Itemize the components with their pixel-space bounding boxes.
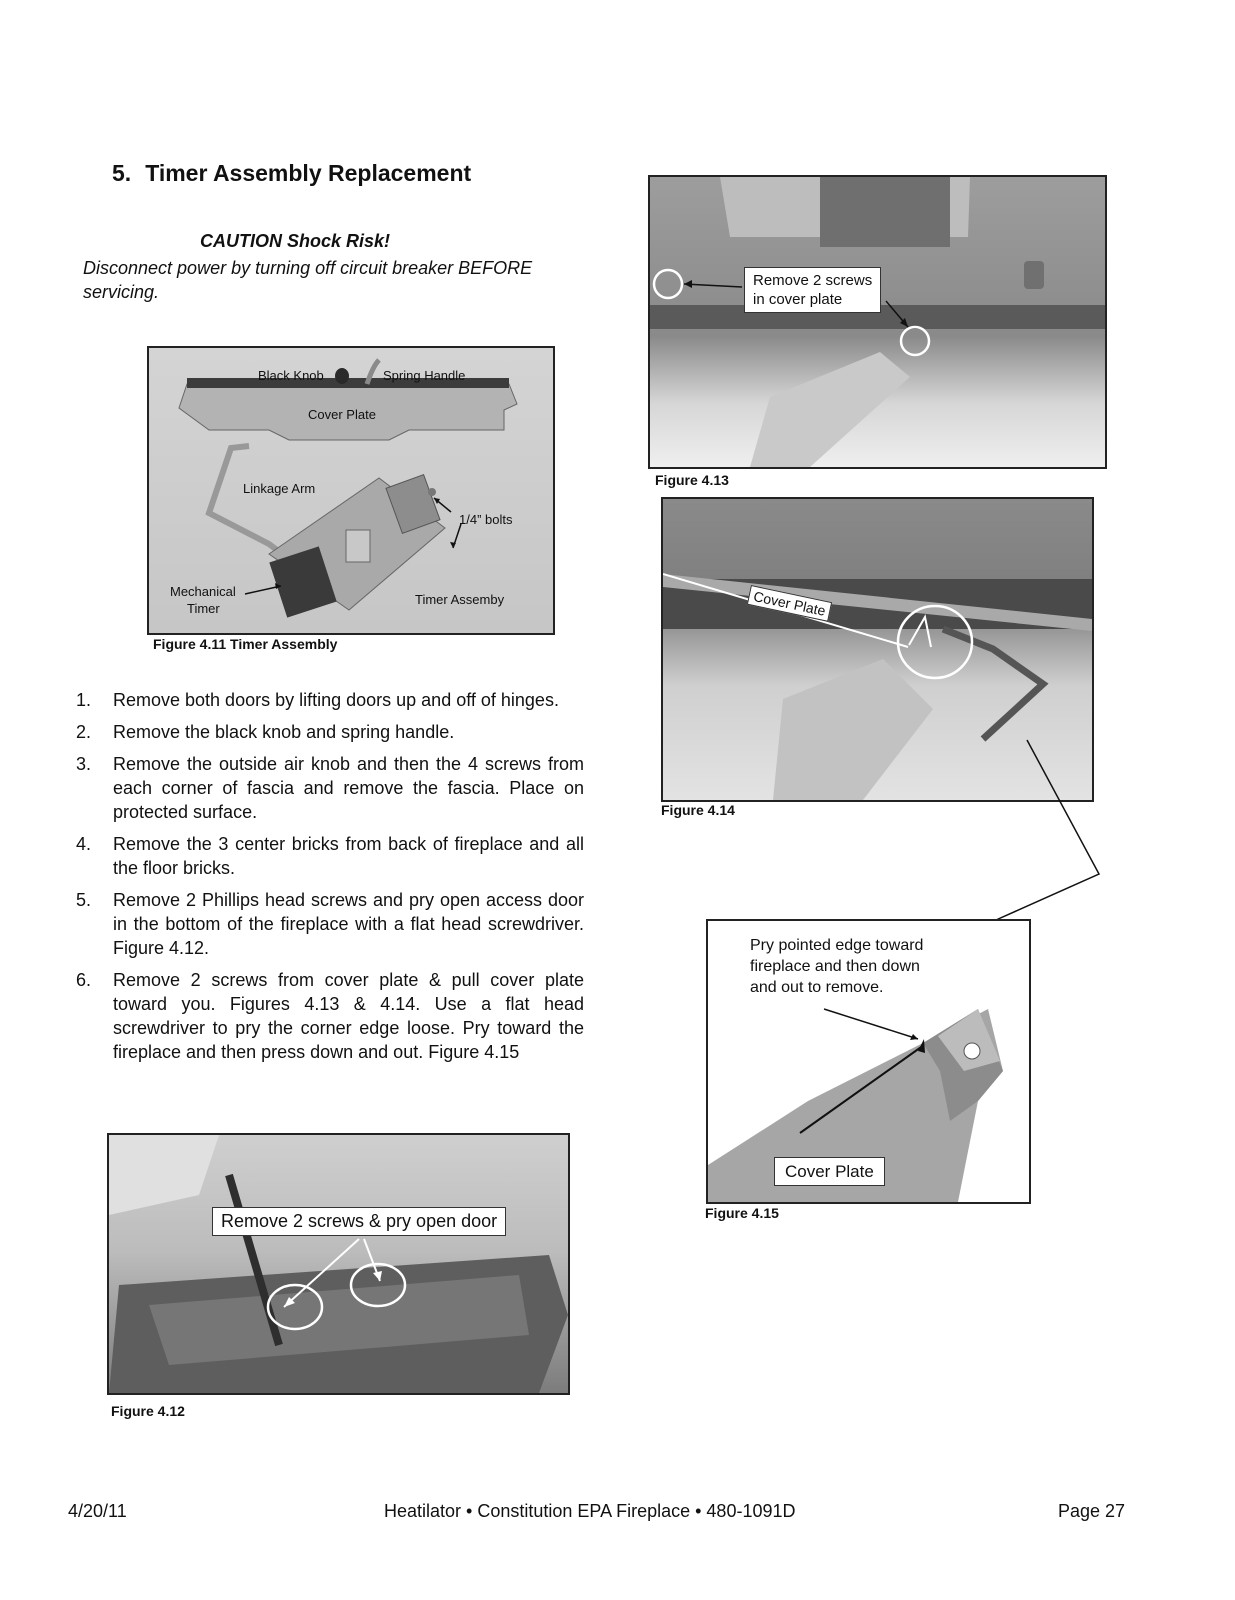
list-item: 2. Remove the black knob and spring handle. xyxy=(76,722,455,742)
list-item: 3. Remove the outside air knob and then the 4 screws from each corner of fascia and remove the fascia. Place on protected surface. xyxy=(76,754,584,822)
figure-4-14-label: Cover Plate xyxy=(747,585,832,622)
cover-plate-screws-illustration xyxy=(650,177,1105,467)
caution-title: CAUTION Shock Risk! xyxy=(200,231,391,251)
label-black-knob: Black Knob xyxy=(258,368,324,383)
figure-4-15-label: Cover Plate xyxy=(774,1157,885,1186)
cover-plate-pry-illustration xyxy=(663,499,1092,800)
label-cover-plate: Cover Plate xyxy=(308,407,376,422)
instruction-steps xyxy=(72,688,584,1072)
figure-4-15-caption: Figure 4.15 xyxy=(705,1205,779,1221)
access-door-illustration xyxy=(109,1135,568,1393)
label-mechanical: Mechanical xyxy=(170,584,236,599)
label-spring-handle: Spring Handle xyxy=(383,368,466,383)
figure-4-11-photo xyxy=(147,346,555,635)
figure-4-12-caption: Figure 4.12 xyxy=(111,1403,185,1419)
list-item: 1. Remove both doors by lifting doors up and off of hinges. xyxy=(76,690,559,710)
list-item: 5. Remove 2 Phillips head screws and pry open access door in the bottom of the fireplace with a flat head screwdriver. Figure 4.12. xyxy=(76,890,584,958)
figure-4-12-label: Remove 2 screws & pry open door xyxy=(212,1207,506,1236)
figure-4-13-photo xyxy=(648,175,1107,469)
section-title: Timer Assembly Replacement xyxy=(145,160,472,186)
label-bolts: 1/4” bolts xyxy=(459,512,513,527)
footer-page: Page 27 xyxy=(1058,1501,1126,1521)
figure-4-11-caption: Figure 4.11 Timer Assembly xyxy=(153,636,338,652)
footer-date: 4/20/11 xyxy=(68,1501,127,1521)
figure-4-13-caption: Figure 4.13 xyxy=(655,472,729,488)
figure-4-14-caption: Figure 4.14 xyxy=(661,802,735,818)
section-number: 5. xyxy=(112,160,132,186)
figure-4-14-photo xyxy=(661,497,1094,802)
label-timer-assembly: Timer Assemby xyxy=(415,592,505,607)
list-item: 4. Remove the 3 center bricks from back of fireplace and all the floor bricks. xyxy=(76,834,584,878)
list-item: 6. Remove 2 screws from cover plate & pull cover plate toward you. Figures 4.13 & 4.14. Use a flat head screwdriver to pry the corner edge loose. Pry toward the fireplace and then press down and out. Figure 4.15 xyxy=(76,970,584,1062)
caution-text: Disconnect power by turning off circuit breaker BEFORE servicing. xyxy=(83,258,533,302)
label-linkage-arm: Linkage Arm xyxy=(243,481,316,496)
figure-4-13-label: Remove 2 screws in cover plate xyxy=(744,267,881,313)
figure-4-12-photo xyxy=(107,1133,570,1395)
section-heading xyxy=(112,160,471,187)
figure-4-15-note: Pry pointed edge toward fireplace and then down and out to remove. xyxy=(750,937,924,996)
footer-title: Heatilator • Constitution EPA Fireplace • 480-1091D xyxy=(384,1501,796,1521)
figure-4-15-photo xyxy=(706,919,1031,1204)
label-timer: Timer xyxy=(187,601,220,616)
